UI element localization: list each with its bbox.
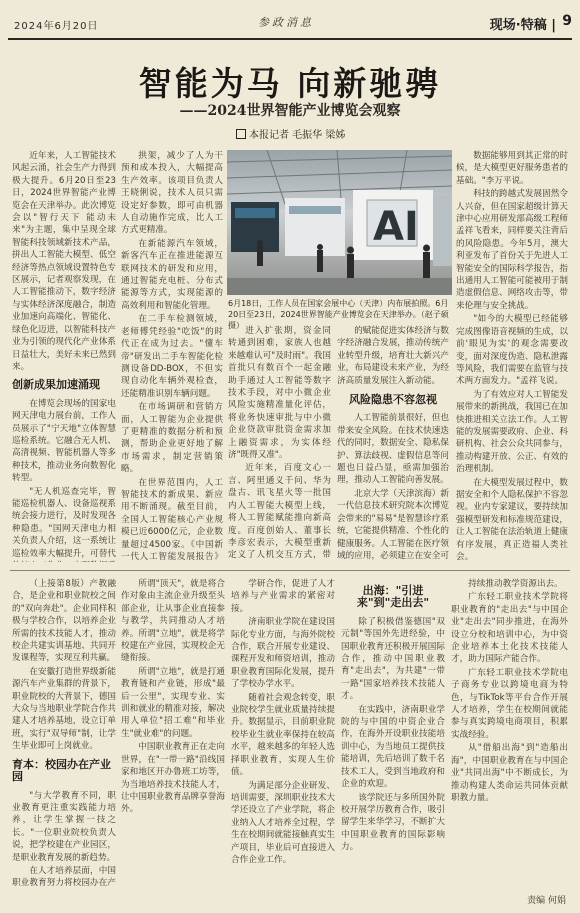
- paragraph: 广东轻工职业技术学院电子商务专业以跨境电商为特色，与TikTok等平台合作开展人才培养，学生在校期间就能参与真实跨境电商项目，积累实战经验。: [451, 667, 568, 740]
- photo-caption: 6月18日，工作人员在国家会展中心（天津）内布展拍照。6月20日至23日，2024世界智能产业博览会在天津举办。（赵子硕 摄）: [228, 299, 449, 330]
- paragraph: （上接第8版）产教融合，是企业和职业院校之间的"双向奔赴"。企业同样积极与学校合作，以培养企业所需的技术技能人才，推动校企共建实训基地、共同开发课程等，实现互利共赢。: [12, 579, 116, 664]
- paragraph: 近年来，人工智能技术风起云涌，社会生产力得到极大提升。6月20日至23日，2024世界智能产业博览会在天津举办。此次博览会以"智行天下 能动未来"为主题，集中呈现全球智能科技领域新技术产品，拼出人工智能大模型、低空经济等热点领域设置特色专区展示，记者观察发现，在人工智能推动下，数字经济与实体经济深度融合，制造业加速向高端化、智能化、绿色化迈进，以智能科技产业为引领的现代化产业体系日益壮大，美好未来已然到来。: [12, 151, 116, 372]
- paragraph: 数据能够用到其正常的时候，是大模型更好服务患者的基础。"李万平说。: [456, 151, 568, 186]
- paragraph: "如今的大模型已经能够完成图像语音视频的生成，以前'眼见为实'的观念需要改变，面对深度伪造、隐私泄露等风险，我们需要在监管与技术两方面发力。"孟祥飞说。: [456, 314, 568, 387]
- lower-column-2: [121, 578, 225, 888]
- paragraph: 科技的跨越式发展固然令人兴奋，但在国家超级计算天津中心应用研发部高级工程师孟祥飞看来，同样要关注背后的风险隐患。今年5月，澳大利亚发布了首份关于先进人工智能安全的国际科学报告，指出通用人工智能可能被用于制造虚假信息、网络攻击等，带来伦理与安全挑战。: [456, 189, 568, 311]
- paragraph: 为满足部分企业研发、培训需要，深圳职业技术大学还设立了产业学院，将企业纳入人才培养全过程，学生在校期间就能接触真实生产项目，毕业后可直接进入合作企业工作。: [231, 780, 335, 865]
- section-subtitle: 创新成果加速涌现: [12, 378, 100, 392]
- section-subtitle: 育本：校园办在产业园: [12, 757, 111, 784]
- paragraph: 除了积极借鉴德国"双元制"等国外先进经验，中国职业教育还积极开展国际合作，推动中国职业教育"走出去"，为共建"一带一路"国家培养技术技能人才。: [341, 616, 445, 702]
- paragraph: "与大学教育不同，职业教育更注重实践能力培养，让学生掌握一技之长。"一位职业院校负责人说，把学校建在产业园区，是职业教育发展的新趋势。: [12, 790, 116, 863]
- ai-sign: AI: [373, 204, 419, 250]
- paragraph: "无人机巡查完毕，智能巡检机器人、设备巡视系统会接力进行，及时发现各种隐患。"国网天津电力相关负责人介绍，这一系统让巡检效率大幅提升，可替代: [12, 486, 116, 559]
- paragraph: 所谓"顶天"，就是将合作对象由主流企业升级至头部企业，让从事企业直接参与教学，共同推动人才培养。所谓"立地"，就是将学校建在产业园，实现校企无缝衔接。: [121, 579, 225, 664]
- lower-column-1: [12, 578, 116, 888]
- article-column-4: [337, 325, 449, 562]
- lower-column-4: [341, 578, 445, 888]
- section-name: 现场·特稿 |: [489, 18, 556, 33]
- exhibition-hall-image: [227, 150, 452, 295]
- paragraph: 学研合作，促进了人才培养与产业需求的紧密对接。: [231, 579, 335, 614]
- paragraph: 近年来，百度文心一言、阿里通义千问、华为盘古、讯飞星火等一批国内人工智能大模型上线，将人工智能赋能推向新高度。百度创始人、董事长李彦宏表示，大模型重新定义了人机交互方式，带: [228, 463, 331, 561]
- paragraph: 进入扩张期，资金同转通到困难，家族人也越来越难认可"及时雨"。我国首批只有数百个一起金融助手通过人工智能等数字技术手段，对中小微企业风险实施精准量化评估，将业务快速审批与中小微企业贷款审批资金需求加上融资需求，为实体经济"既得又准"。: [228, 326, 331, 461]
- byline: 本报记者 毛振华 梁姊: [236, 126, 345, 141]
- paragraph: 济南职业学院在建设国际化专业方面，与海外院校合作，联合开展专业建设、课程开发和师资培训，推动职业教育国际化发展，提升了学校办学水平。: [231, 617, 335, 690]
- article-column-5: [456, 150, 568, 562]
- article-column-2: [121, 150, 223, 562]
- editor-credit: 责编 何娟: [527, 896, 566, 906]
- subheadline: ——2024世界智能产业博览会观察: [179, 103, 401, 119]
- paragraph: 拱架，减少了人为干预和成本投入，大幅提高生产效率。该项目负责人王晓俐说，技术人员只需设定好参数，即可由机器人自动施作完成，比人工方式更精准。: [121, 151, 223, 236]
- article-column-3: [228, 325, 331, 562]
- masthead: [8, 14, 572, 34]
- section-subtitle: 风险隐患不容忽视: [349, 393, 437, 407]
- page-number: 9: [562, 13, 572, 29]
- paragraph: 从"借船出海"到"造船出海"，中国职业教育在与中国企业"共同出海"中不断成长，为推动构建人类命运共同体贡献职教力量。: [451, 743, 568, 803]
- byline-box-icon: [236, 129, 246, 139]
- paragraph: 随着社会观念转变，职业院校学生就业质量持续提升。数据显示，目前职业院校毕业生就业率保持在较高水平，越来越多的年轻人选择职业教育，实现人生价值。: [231, 692, 335, 778]
- article-column-1: [12, 150, 116, 562]
- section-subtitle: 出海："引进来"到"走出去": [356, 584, 430, 610]
- section-divider: [10, 570, 570, 571]
- paragraph: 北京大学（天津滨海）新一代信息技术研究院本次博览会带来的"易易"是智慧诊疗系统，它能提供精准、个性化的健康服务。人工智能在医疗领域的应用，必须建立在安全可: [337, 488, 449, 561]
- lower-column-3: [231, 578, 335, 888]
- paragraph: 在大模型发展过程中，数据安全和个人隐私保护不容忽视。业内专家建议，要持续加强模型研发和标准规范建设，让人工智能在法治轨道上健康有序发展，真正造福人类社会。: [456, 477, 568, 562]
- issue-date: 2024年6月20日: [14, 21, 99, 32]
- paragraph: 的赋能促进实体经济与数字经济融合发展，推动传统产业转型升级，培育壮大新兴产业，布局建设未来产业，为经济高质量发展注入新动能。: [337, 326, 449, 386]
- paragraph: 持续推动教学资源出去。: [468, 579, 563, 589]
- paragraph: 在博览会现场的国家电网天津电力展台前，工作人员展示了"宁天地"立体智慧巡检系统。它融合无人机、高清视频、智能机器人等多种技术，推动业务向数智化转型。: [12, 398, 116, 484]
- newspaper-logo: 参政消息: [258, 16, 314, 29]
- lower-column-5: [451, 578, 568, 888]
- paragraph: 在新能源汽车领域，新客汽车正在推进能源互联网技术的研发和应用，通过智能充电桩、分布式能源等方式，实现能源的高效利用和智能化管理。: [121, 238, 223, 311]
- paragraph: 广东轻工职业技术学院将职业教育的"走出去"与中国企业"走出去"同步推进，在海外设立分校和培训中心，为中资企业培养本土化技术技能人才，助力国际产能合作。: [451, 592, 568, 665]
- paragraph: 所谓"立地"，就是打通教育链和产业链，形成"最后一公里"，实现专业、实训和就业的精准对接，解决用人单位"招工难"和毕业生"就业难"的问题。: [121, 666, 225, 739]
- paragraph: 该学院还与多所国外院校开展学历教育合作，吸引留学生来华学习，不断扩大中国职业教育的国际影响力。: [341, 792, 445, 853]
- header-rule: [8, 38, 572, 40]
- exhibition-photo: [227, 150, 452, 295]
- paragraph: 在市场调研和营销方面，人工智能为企业提供了更精准的数据分析和预测，帮助企业更好地了解市场需求，制定营销策略。: [121, 402, 223, 475]
- paragraph: 在二手车检测领域，老师傅凭经验"吃饭"的时代正在成为过去。"懂车帝"研发出二手车智能化检测设备DD-BOX，不但实现自动化车辆外观检查，还能精准识别车辆问题。: [121, 314, 223, 399]
- paragraph: 人工智能前景很好，但也带来安全风险。在技术快速迭代的同时，数据安全、隐私保护、算法歧视、虚假信息等问题也日益凸显，亟需加强治理，推动人工智能向善发展。: [337, 413, 449, 486]
- paragraph: 在人才培养层面，中国职业教育努力将校园办在产: [12, 865, 116, 888]
- paragraph: 在世界范围内，人工智能技术的新成果、新应用不断涌现。截至目前，全国人工智能核心产业规模已近6000亿元，企业数量超过4500家。《中国新一代人工智能发展报告》: [121, 477, 223, 562]
- paragraph: 为了有效应对人工智能发展带来的新挑战，我国已在加快推进相关立法工作。人工智能的发展需要政府、企业、科研机构、社会公众共同参与，推动构建开放、公正、有效的治理机制。: [456, 389, 568, 475]
- paragraph: 中国职业教育正在走向世界，在"一带一路"沿线国家和地区开办鲁班工坊等，为当地培养技术技能人才，让中国职业教育品牌享誉海外。: [121, 742, 225, 815]
- headline: 智能为马 向新驰骋: [138, 64, 442, 103]
- paragraph: 在安徽打造世界级新能源汽车产业集群的背景下，职业院校的大背景下，德国大众与当地职业学院合作共建人才培养基地，设立订单班，实行"双导师"制，让学生毕业即可上岗就业。: [12, 666, 116, 752]
- paragraph: 在实践中，济南职业学院的与中国的中资企业合作，在海外开设职业技能培训中心，为当地员工提供技能培训，先后培训了数千名技术工人，受到当地政府和企业的欢迎。: [341, 704, 445, 790]
